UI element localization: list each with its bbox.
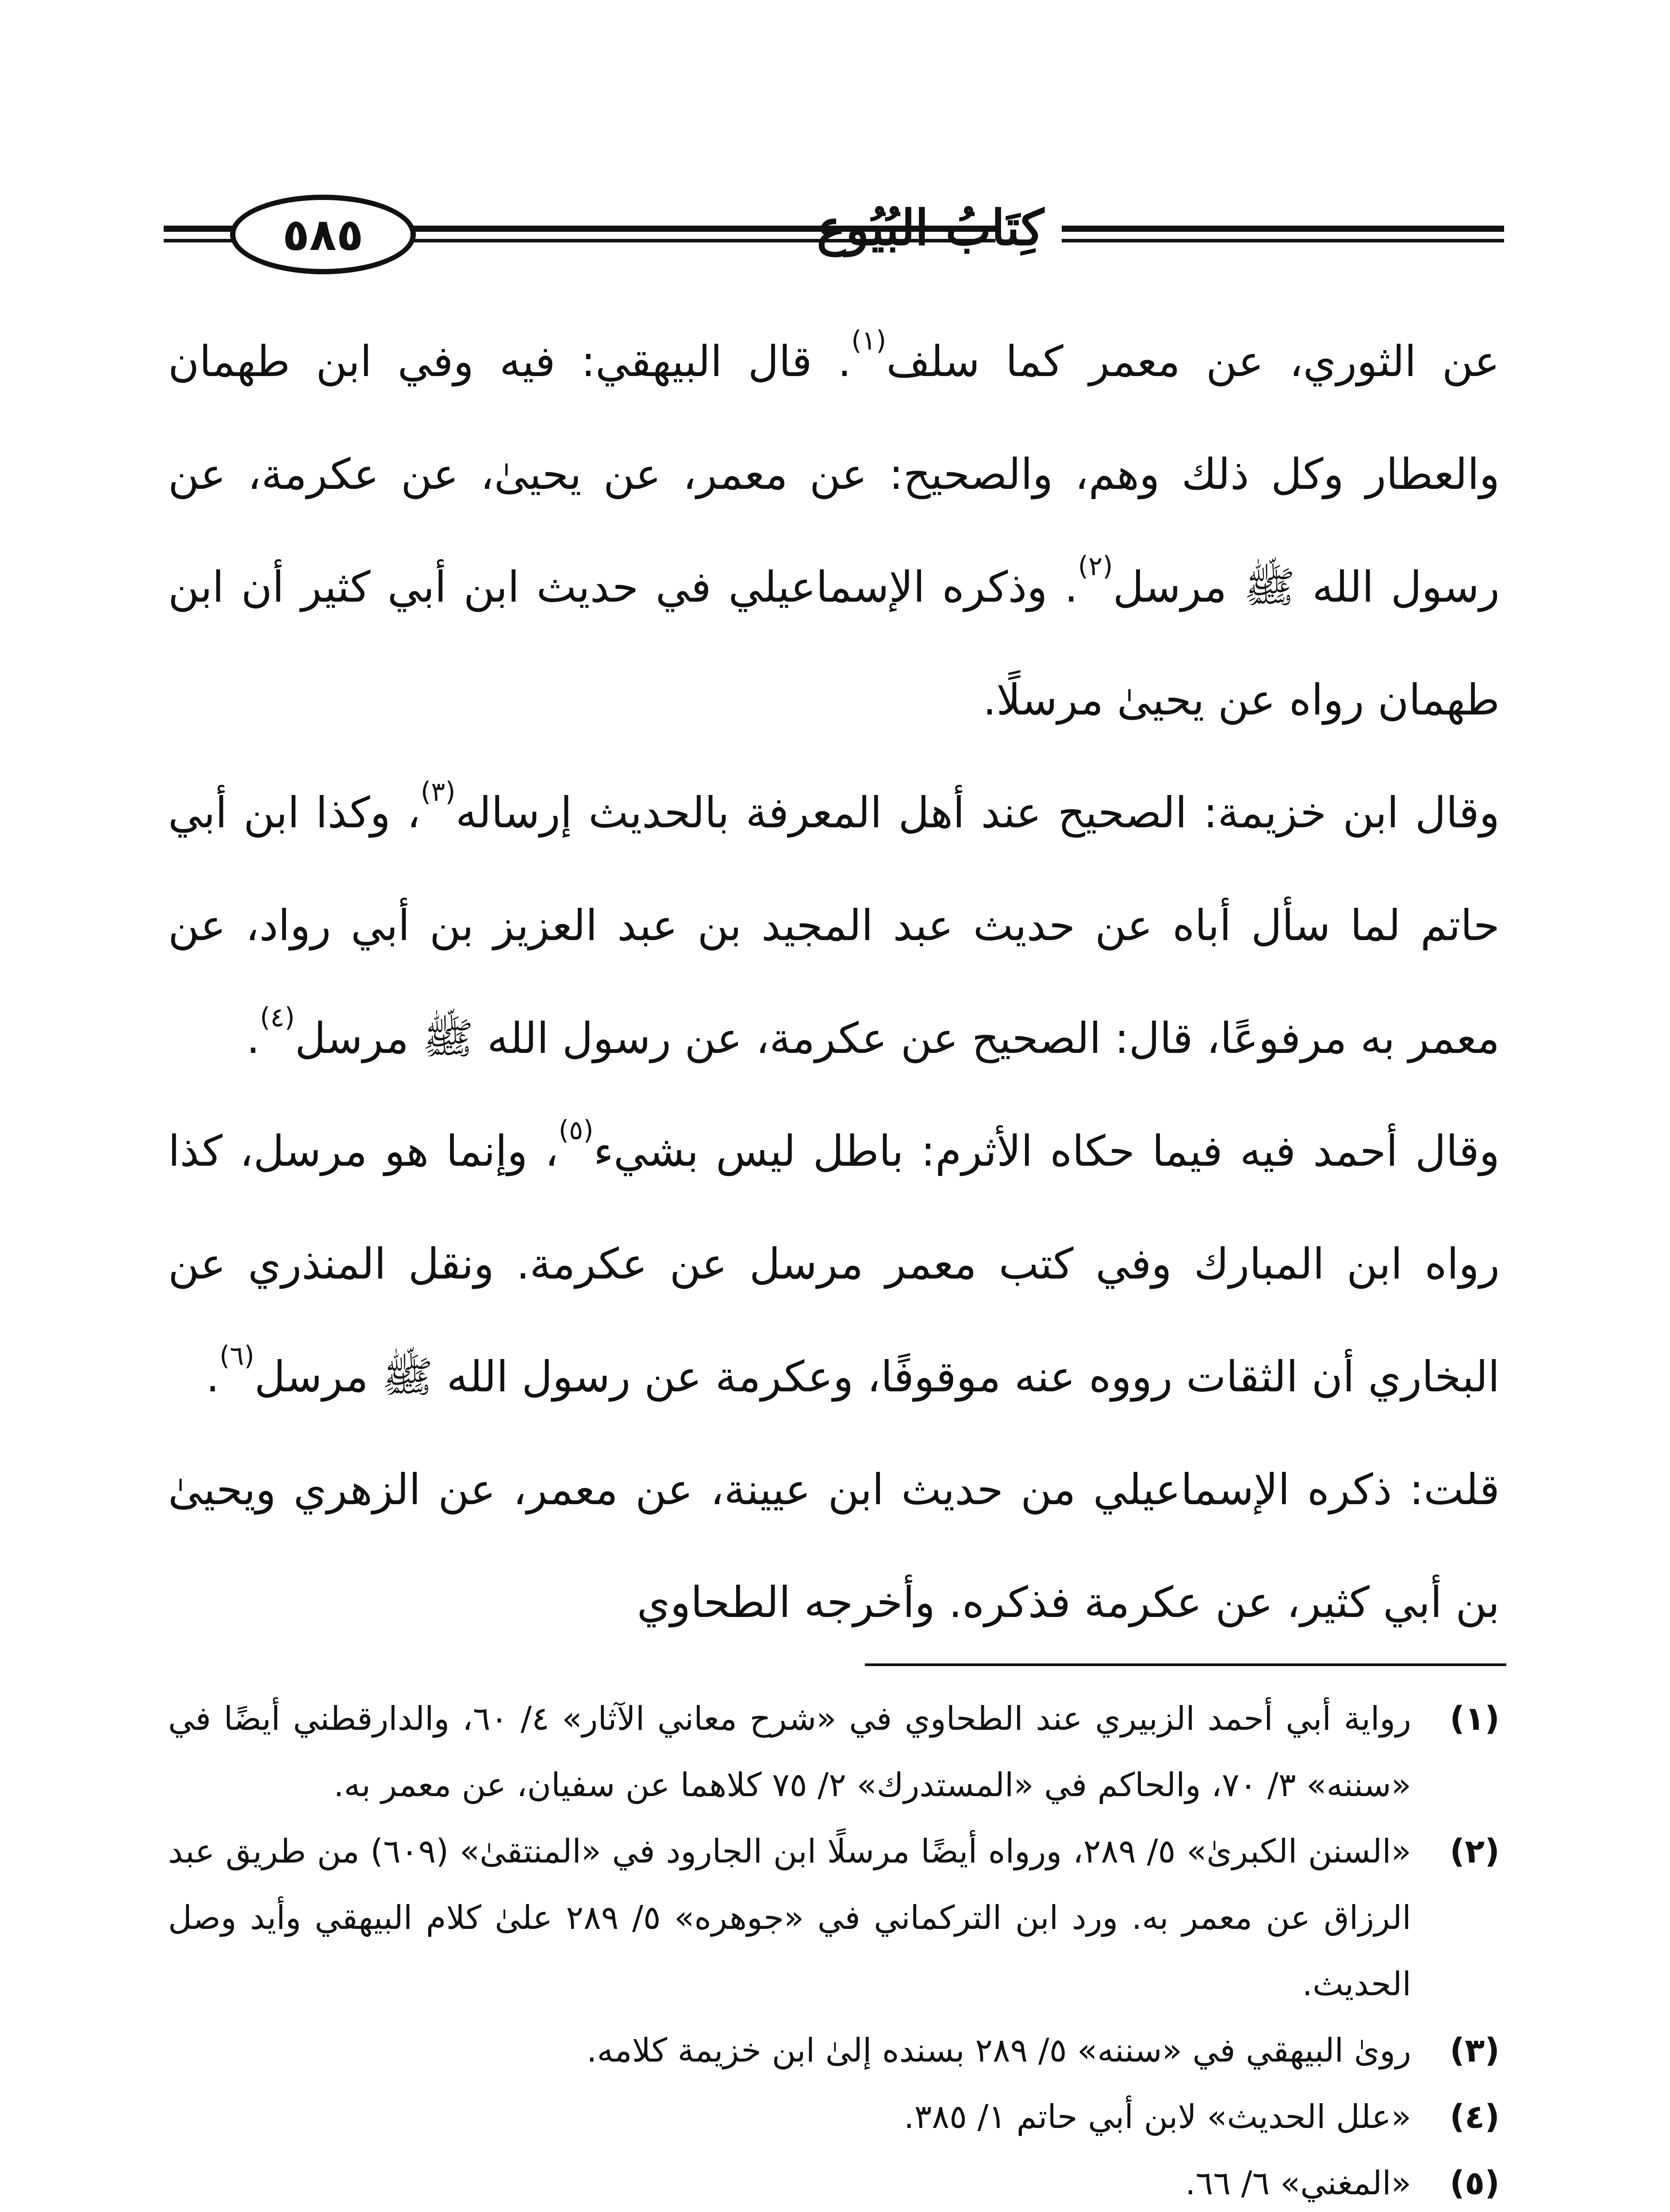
footnote-separator [865,1663,1506,1666]
paragraph-text: عن الثوري، عن معمر كما سلف [886,337,1500,386]
footnote-4 [168,2084,1500,2150]
footnote-ref-2: (٢) [1078,551,1113,582]
footnote-2 [168,1818,1500,2017]
paragraph-text: ، وإنما هو مرسل، كذا رواه ابن المبارك وفي كتب معمر مرسل عن عكرمة. ونقل المنذري عن البخاري أن الثقات رووه عنه موقوفًا، وعكرمة عن رسول الله ﷺ مرسل [168,1126,1500,1402]
paragraph-text: . [246,1014,260,1063]
running-title: كِتَابُ البُيُوع [817,199,1044,256]
paragraph-3 [168,1095,1500,1433]
footnote-1 [168,1686,1500,1818]
footnote-ref-5: (٥) [558,1115,594,1146]
footnote-ref-4: (٤) [260,1002,295,1033]
footnote-text: روىٰ البيهقي في «سننه» ٥/ ٢٨٩ بسنده إلىٰ ابن خزيمة كلامه. [586,2032,1411,2070]
footnote-ref-1: (١) [851,325,887,356]
page-number-frame [230,195,416,274]
header-rule-left-thin [164,239,239,242]
footnotes [168,1686,1500,2212]
footnote-5 [168,2150,1500,2212]
page-header [164,195,1504,279]
paragraph-text: . قال البيهقي: فيه وفي ابن طهمان والعطار وكل ذلك وهم، والصحيح: عن معمر، عن يحيىٰ، عن عكرمة، عن رسول الله ﷺ مرسل [168,337,1500,612]
page-number: ٥٨٥ [282,208,364,261]
footnote-ref-3: (٣) [420,776,456,807]
footnote-text: رواية أبي أحمد الزبيري عند الطحاوي في «شرح معاني الآثار» ٤/ ٦٠، والدارقطني أيضًا في «سننه» ٣/ ٧٠، والحاكم في «المستدرك» ٢/ ٧٥ كلاهما عن سفيان، عن معمر به. [168,1700,1411,1804]
main-text [168,305,1500,1659]
header-rule-left [164,226,239,232]
footnote-text: «السنن الكبرىٰ» ٥/ ٢٨٩، ورواه أيضًا مرسلًا ابن الجارود في «المنتقىٰ» (٦٠٩) من طريق عبد الرزاق عن معمر به. ورد ابن التركماني في «جوهره» ٥/ ٢٨٩ علىٰ كلام البيهقي وأيد وصل الحديث. [168,1832,1411,2003]
paragraph-4: قلت: ذكره الإسماعيلي من حديث ابن عيينة، عن معمر، عن الزهري ويحيىٰ بن أبي كثير، عن عكرمة فذكره. وأخرجه الطحاوي [168,1465,1500,1627]
footnote-ref-6: (٦) [219,1340,255,1371]
paragraph-text: . وذكره الإسماعيلي في حديث ابن أبي كثير أن ابن طهمان رواه عن يحيىٰ مرسلًا. [168,562,1500,725]
footnote-number: (٣) [1450,2032,1500,2070]
footnote-number: (١) [1450,1700,1500,1738]
footnote-3 [168,2017,1500,2084]
footnote-number: (٤) [1450,2098,1500,2136]
footnote-number: (٢) [1450,1832,1500,1870]
paragraph-text: وقال أحمد فيه فيما حكاه الأثرم: باطل ليس بشيء [593,1126,1500,1176]
paragraph-text: ، وكذا ابن أبي حاتم لما سأل أباه عن حديث عبد المجيد بن عبد العزيز بن أبي رواد، عن معمر به مرفوعًا، قال: الصحيح عن عكرمة، عن رسول الله ﷺ مرسل [168,788,1500,1063]
header-rule-right [1062,226,1504,232]
paragraph-2 [168,757,1500,1095]
footnote-text: «علل الحديث» لابن أبي حاتم ١/ ٣٨٥. [904,2098,1411,2136]
paragraph-1 [168,305,1500,757]
footnote-text: «المغني» ٦/ ٦٦. [1185,2164,1411,2202]
footnote-number: (٥) [1450,2164,1500,2202]
paragraph-text: وقال ابن خزيمة: الصحيح عند أهل المعرفة بالحديث إرساله [455,788,1500,837]
header-rule-right-thin [1062,239,1504,242]
paragraph-text: . [206,1352,219,1402]
